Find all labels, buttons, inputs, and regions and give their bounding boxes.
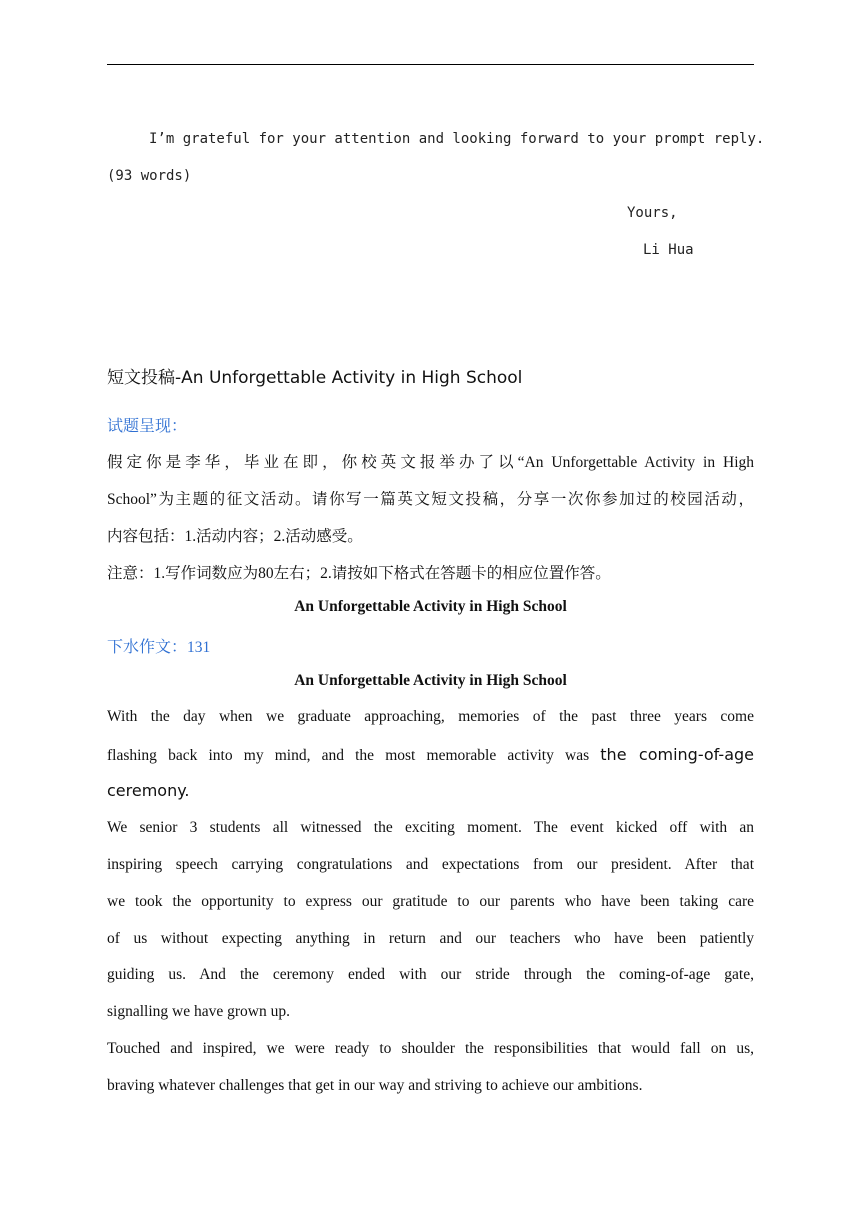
essay-line: [107, 745, 754, 765]
prompt-line: 内容包括：1.活动内容；2.活动感受。: [107, 528, 363, 545]
prompt-line: 假定你是李华，毕业在即，你校英文报举办了以“An Unforgettable Activity in High: [107, 454, 754, 471]
word-count: (93 words): [107, 168, 192, 184]
section-heading: 短文投稿-An Unforgettable Activity in High School: [107, 368, 523, 388]
prompt-label: 试题呈现：: [107, 416, 188, 435]
essay-text: flashing back into my mind, and the most memorable activity was: [107, 747, 590, 764]
prompt-line: School”为主题的征文活动。请你写一篇英文短文投稿，分享一次你参加过的校园活动，: [107, 491, 754, 508]
essay-number: 131: [187, 639, 211, 656]
essay-label-row: [107, 634, 210, 657]
essay-line: braving whatever challenges that get in our way and striving to achieve our ambitions.: [107, 1077, 643, 1094]
essay-line: Touched and inspired, we were ready to shoulder the responsibilities that would fall on us,: [107, 1040, 754, 1057]
essay-line: With the day when we graduate approaching, memories of the past three years come: [107, 708, 754, 725]
essay-label: 下水作文：: [107, 637, 188, 656]
letter-signature: Li Hua: [643, 242, 694, 258]
prompt-line: 注意：1.写作词数应为80左右；2.请按如下格式在答题卡的相应位置作答。: [107, 565, 611, 582]
essay-line: of us without expecting anything in return and our teachers who have been patiently: [107, 930, 754, 947]
essay-title: An Unforgettable Activity in High School: [294, 672, 567, 689]
essay-line: signalling we have grown up.: [107, 1003, 290, 1020]
essay-line: We senior 3 students all witnessed the exciting moment. The event kicked off with an: [107, 819, 754, 836]
essay-line: we took the opportunity to express our gratitude to our parents who have been taking care: [107, 893, 754, 910]
header-rule: [107, 64, 754, 65]
letter-closing: Yours,: [627, 205, 678, 221]
essay-line: guiding us. And the ceremony ended with our stride through the coming-of-age gate,: [107, 966, 754, 983]
essay-highlight: the coming-of-age: [600, 745, 755, 764]
format-title: An Unforgettable Activity in High School: [294, 598, 567, 615]
essay-line: inspiring speech carrying congratulations and expectations from our president. After that: [107, 856, 754, 873]
letter-closing-line: I’m grateful for your attention and looking forward to your prompt reply.: [149, 131, 765, 147]
essay-line: ceremony.: [107, 781, 190, 800]
